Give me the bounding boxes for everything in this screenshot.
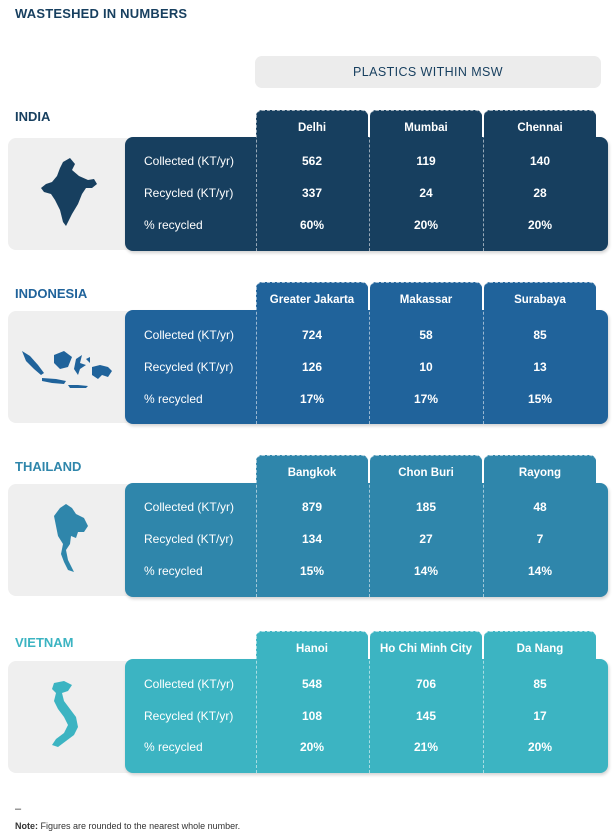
- recycled-value: 337: [301, 186, 323, 200]
- country-section-india: [0, 100, 615, 275]
- footnote: [15, 821, 240, 831]
- recycled-value: 126: [301, 360, 323, 374]
- city-column-header: Hanoi: [256, 631, 368, 666]
- row-label-collected: Collected (KT/yr): [144, 328, 235, 342]
- city-column-header: Da Nang: [484, 631, 596, 666]
- collected-value: 58: [419, 328, 433, 342]
- row-label-percent: % recycled: [144, 564, 203, 578]
- plastics-header: PLASTICS WITHIN MSW: [255, 56, 601, 88]
- row-label-percent: % recycled: [144, 740, 203, 754]
- collected-value: 879: [301, 500, 323, 514]
- row-label-percent: % recycled: [144, 392, 203, 406]
- city-column-header: Makassar: [370, 282, 482, 317]
- city-column-header: Ho Chi Minh City: [370, 631, 482, 666]
- country-section-thailand: [0, 447, 615, 622]
- recycled-value: 145: [415, 709, 437, 723]
- percent-recycled-value: 21%: [413, 740, 439, 754]
- collected-value: 724: [301, 328, 323, 342]
- row-label-collected: Collected (KT/yr): [144, 154, 235, 168]
- collected-value: 119: [416, 154, 436, 168]
- collected-value: 562: [301, 154, 323, 168]
- country-name: INDIA: [15, 109, 51, 124]
- footnote-text: Figures are rounded to the nearest whole number.: [38, 821, 241, 831]
- collected-value: 706: [415, 677, 437, 691]
- collected-value: 185: [415, 500, 437, 514]
- city-column-header: Bangkok: [256, 455, 368, 490]
- percent-recycled-value: 60%: [299, 218, 325, 232]
- row-label-recycled: Recycled (KT/yr): [144, 360, 234, 374]
- city-column-header: Greater Jakarta: [256, 282, 368, 317]
- collected-value: 85: [533, 677, 547, 691]
- percent-recycled-value: 20%: [413, 218, 439, 232]
- recycled-value: 10: [419, 360, 433, 374]
- percent-recycled-value: 20%: [527, 218, 553, 232]
- row-label-recycled: Recycled (KT/yr): [144, 709, 234, 723]
- percent-recycled-value: 14%: [527, 564, 553, 578]
- percent-recycled-value: 14%: [413, 564, 439, 578]
- city-column-header: Chon Buri: [370, 455, 482, 490]
- recycled-value: 13: [533, 360, 547, 374]
- country-name: THAILAND: [15, 459, 82, 474]
- recycled-value: 17: [533, 709, 547, 723]
- percent-recycled-value: 15%: [299, 564, 325, 578]
- recycled-value: 27: [419, 532, 433, 546]
- recycled-value: 134: [301, 532, 323, 546]
- percent-recycled-value: 17%: [413, 392, 439, 406]
- collected-value: 548: [301, 677, 323, 691]
- city-column-header: Delhi: [256, 110, 368, 145]
- collected-value: 140: [529, 154, 551, 168]
- percent-recycled-value: 20%: [299, 740, 325, 754]
- city-column-header: Surabaya: [484, 282, 596, 317]
- footnote-label: Note:: [15, 821, 38, 831]
- collected-value: 85: [533, 328, 547, 342]
- row-label-recycled: Recycled (KT/yr): [144, 186, 234, 200]
- row-label-collected: Collected (KT/yr): [144, 500, 235, 514]
- collected-value: 48: [533, 500, 547, 514]
- footnote-divider: –: [15, 803, 22, 815]
- country-name: VIETNAM: [15, 635, 74, 650]
- country-section-vietnam: [0, 622, 615, 797]
- recycled-value: 108: [301, 709, 323, 723]
- row-label-collected: Collected (KT/yr): [144, 677, 235, 691]
- row-label-percent: % recycled: [144, 218, 203, 232]
- city-column-header: Mumbai: [370, 110, 482, 145]
- row-label-recycled: Recycled (KT/yr): [144, 532, 234, 546]
- city-column-header: Chennai: [484, 110, 596, 145]
- percent-recycled-value: 15%: [527, 392, 553, 406]
- percent-recycled-value: 20%: [527, 740, 553, 754]
- percent-recycled-value: 17%: [299, 392, 325, 406]
- country-section-indonesia: [0, 274, 615, 449]
- city-column-header: Rayong: [484, 455, 596, 490]
- page-title: WASTESHED IN NUMBERS: [15, 6, 188, 21]
- country-name: INDONESIA: [15, 286, 88, 301]
- recycled-value: 24: [419, 186, 433, 200]
- recycled-value: 28: [533, 186, 547, 200]
- recycled-value: 7: [536, 532, 544, 546]
